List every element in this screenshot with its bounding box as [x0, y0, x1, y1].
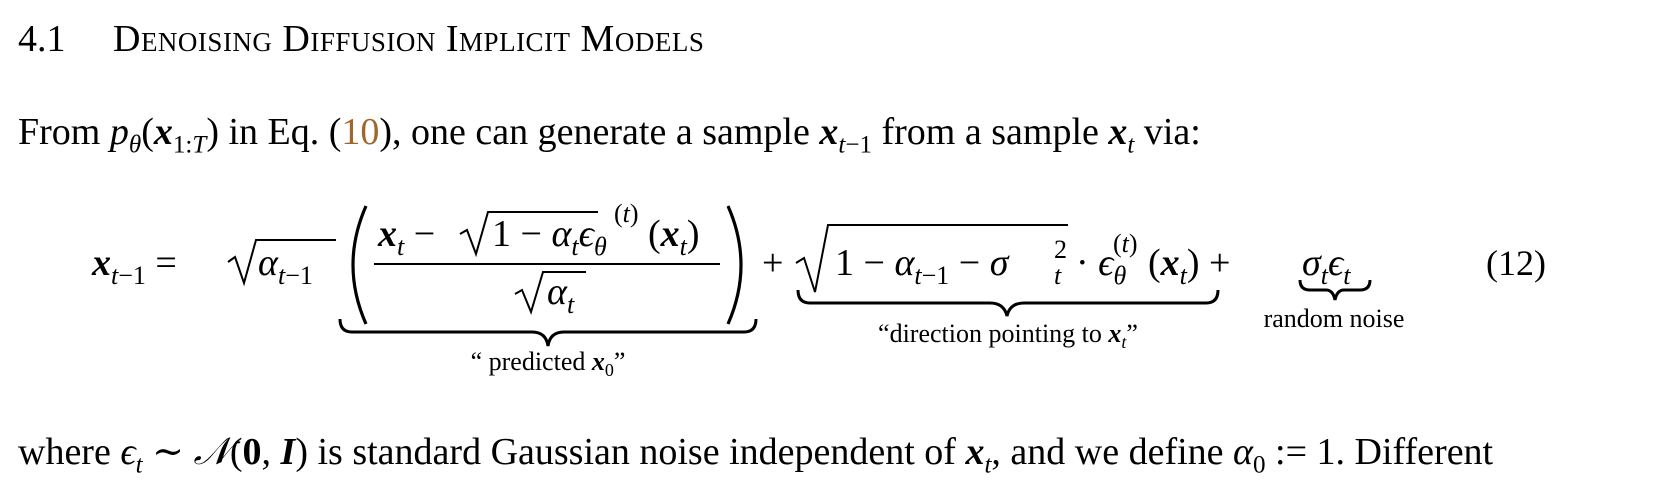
intro-text-4: from a sample — [881, 111, 1099, 153]
after-text-3: , and we define — [991, 431, 1224, 473]
svg-text:2: 2 — [1054, 235, 1067, 264]
eq-lhs: $x_t-1$ = — [92, 242, 177, 290]
underbrace-direction — [798, 290, 1218, 316]
underbrace-predicted — [340, 319, 756, 346]
after-text-2: is standard Gaussian noise independent of — [317, 431, 956, 473]
math-p-theta: $p_\theta$ — [109, 111, 142, 159]
svg-text:(xt): $(x_t)$ — [648, 213, 700, 261]
svg-text:1 − αt−1 − σ: $1 - \alpha_t-1 - \sigma$ — [835, 242, 1009, 290]
svg-text:(t): (t) — [614, 199, 639, 228]
after-text-4: . Different — [1335, 431, 1494, 473]
intro-text-1: From — [18, 111, 101, 153]
equation-12 — [0, 180, 1676, 390]
brace-label-direction: “direction pointing to $x_t$” — [878, 319, 1138, 352]
section-title: Denoising Diffusion Implicit Models — [113, 18, 705, 60]
equation-number: (12) — [1486, 243, 1546, 283]
math-x-t-minus-1: x — [819, 111, 839, 153]
svg-text:+: + — [762, 242, 784, 284]
svg-text:αt: $\alpha_t$ — [547, 271, 575, 319]
intro-paragraph: From $p_\theta(x_{1:T})$ in Eq. (10), one can generate a sample $x_{t-1}$ from a sample $x_t$ via: — [18, 111, 1201, 159]
section-heading — [18, 14, 704, 64]
brace-label-noise: random noise — [1263, 304, 1405, 333]
after-paragraph: where $\epsilon_t$ ∼ 𝒩(0, I) is standard Gaussian noise independent of $x_t$, and we define $\alpha_0$ := 1. Different — [18, 431, 1494, 479]
svg-text:(xt) +: $(x_t)$ + — [1148, 242, 1231, 290]
after-text-1: where — [18, 431, 111, 473]
svg-text:t: t — [1054, 261, 1062, 290]
svg-text:αt−1: $\alpha_t-1$ — [258, 242, 313, 290]
equation-reference-link[interactable]: 10 — [341, 111, 380, 153]
section-number: 4.1 — [18, 18, 66, 60]
svg-text:xt −: $x_t$ − — [378, 213, 436, 261]
svg-text:σtϵt: $\sigma_t\epsilon_t$ — [1302, 242, 1351, 290]
svg-text:1 − αtϵθ: $1 - \alpha_t\epsilon_\theta$ — [492, 213, 607, 261]
math-x-t: x — [1108, 111, 1128, 153]
svg-text:· ϵθ: · $\epsilon_\theta$ — [1076, 242, 1127, 290]
intro-text-5: via: — [1143, 111, 1201, 153]
brace-label-predicted: “ predicted $x_0$” — [470, 347, 626, 380]
intro-text-3: ), one can generate a sample — [379, 111, 810, 153]
svg-text:(t): (t) — [1113, 229, 1138, 258]
intro-text-2: in Eq. ( — [228, 111, 342, 153]
